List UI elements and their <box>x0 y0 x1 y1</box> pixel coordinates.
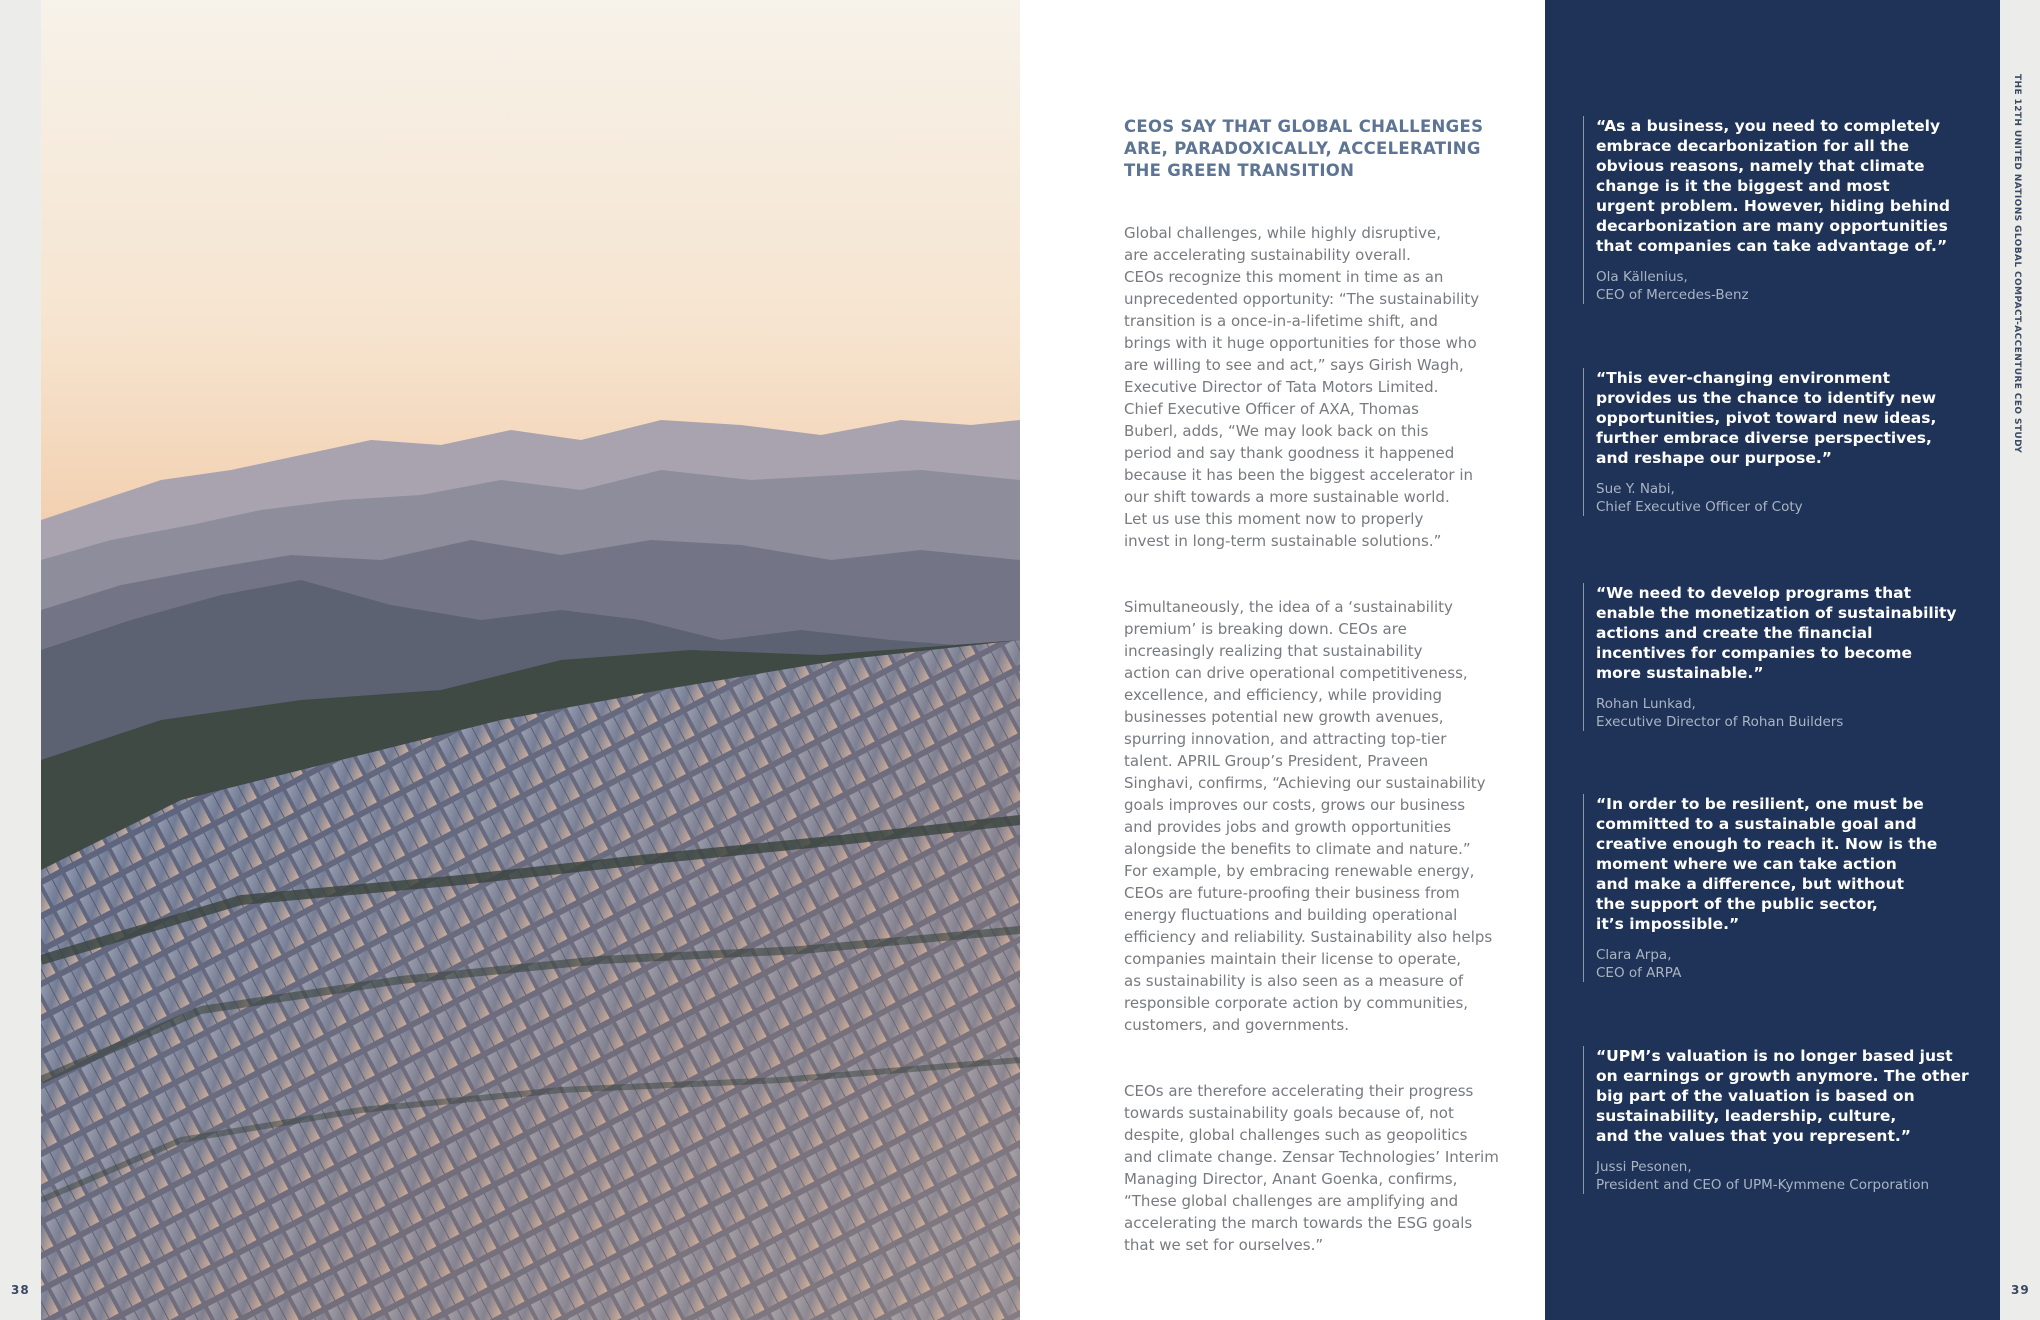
page-number-left: 38 <box>11 1283 30 1297</box>
quote-block <box>1583 583 1996 731</box>
quote-author: Jussi Pesonen, President and CEO of UPM-Kymmene Corporation <box>1596 1159 1930 1193</box>
quote-author: Sue Y. Nabi, Chief Executive Officer of Coty <box>1596 481 1803 515</box>
running-title: THE 12TH UNITED NATIONS GLOBAL COMPACT-ACCENTURE CEO STUDY <box>2012 74 2022 454</box>
article-heading: CEOS SAY THAT GLOBAL CHALLENGES ARE, PARADOXICALLY, ACCELERATING THE GREEN TRANSITION <box>1124 117 1484 180</box>
solar-farm-photo <box>41 0 1020 1320</box>
article-paragraph-1: Global challenges, while highly disruptive, are accelerating sustainability overall. CEOs recognize this moment in time as an unprecedented opportunity: “The sustainability transition is a once-in-a-lifetime shift, and brings with it huge opportunities for those who are willing to see and act,” says Girish Wagh, Executive Director of Tata Motors Limited. Chief Executive Officer of AXA, Thomas Buberl, adds, “We may look back on this period and say thank goodness it happened because it has been the biggest accelerator in our shift towards a more sustainable world. Let us use this moment now to properly invest in long-term sustainable solutions.” <box>1124 224 1480 550</box>
article-paragraph-2: Simultaneously, the idea of a ‘sustainability premium’ is breaking down. CEOs are increasingly realizing that sustainability action can drive operational competitiveness, excellence, and efficiency, while providing businesses potential new growth avenues, spurring innovation, and attracting top-tier talent. APRIL Group’s President, Praveen Singhavi, confirms, “Achieving our sustainability goals improves our costs, grows our business and provides jobs and growth opportunities alongside the benefits to climate and nature.” For example, by embracing renewable energy, CEOs are future-proofing their business from energy fluctuations and building operational efficiency and reliability. Sustainability also helps companies maintain their license to operate, as sustainability is also seen as a measure of responsible corporate action by communities, customers, and governments. <box>1124 598 1493 1034</box>
quote-text: “As a business, you need to completely embrace decarbonization for all the obvious reasons, namely that climate change is it the biggest and most urgent problem. However, hiding behind decarbonization are many opportunities that companies can take advantage of.” <box>1596 117 1950 255</box>
quote-text: “In order to be resilient, one must be committed to a sustainable goal and creative enough to reach it. Now is the moment where we can take action and make a difference, but without the support of the public sector, it’s impossible.” <box>1596 795 1938 933</box>
quote-block <box>1583 1046 1996 1194</box>
quote-text: “This ever-changing environment provides us the chance to identify new opportunities, pivot toward new ideas, further embrace diverse perspectives, and reshape our purpose.” <box>1596 369 1937 467</box>
quote-author: Ola Källenius, CEO of Mercedes-Benz <box>1596 269 1749 303</box>
quotes-panel <box>1545 0 2000 1320</box>
article-column <box>1020 0 1545 1320</box>
quote-block <box>1583 794 1996 982</box>
quote-block <box>1583 368 1996 516</box>
article-paragraph-3: CEOs are therefore accelerating their progress towards sustainability goals because of, not despite, global challenges such as geopolitics and climate change. Zensar Technologies’ Interim Managing Director, Anant Goenka, confirms, “These global challenges are amplifying and accelerating the march towards the ESG goals that we set for ourselves.” <box>1124 1082 1499 1254</box>
quote-text: “We need to develop programs that enable the monetization of sustainability actions and create the financial incentives for companies to become more sustainable.” <box>1596 584 1957 682</box>
quote-block <box>1583 116 1996 304</box>
quote-author: Clara Arpa, CEO of ARPA <box>1596 947 1682 981</box>
page-number-right: 39 <box>2011 1283 2030 1297</box>
quote-author: Rohan Lunkad, Executive Director of Rohan Builders <box>1596 696 1844 730</box>
article-body <box>1124 200 1524 1278</box>
quote-text: “UPM’s valuation is no longer based just on earnings or growth anymore. The other big part of the valuation is based on sustainability, leadership, culture, and the values that you represent.” <box>1596 1047 1969 1145</box>
